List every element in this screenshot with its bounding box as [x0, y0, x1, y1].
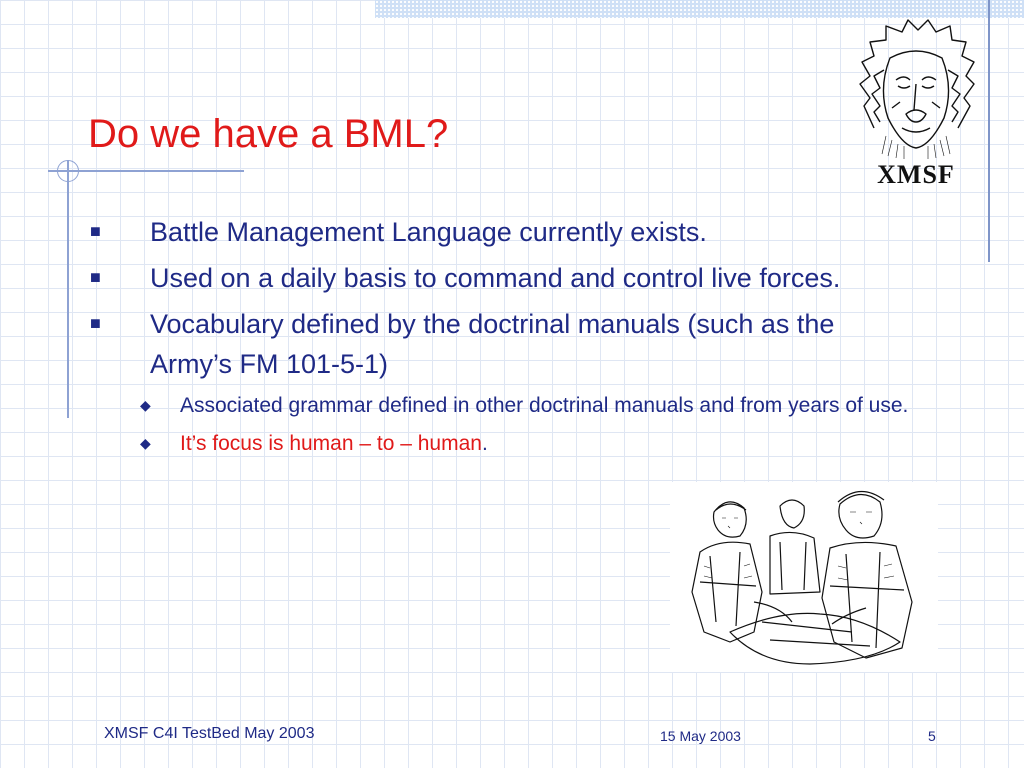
- bullet-text: Battle Management Language currently exists.: [150, 217, 707, 247]
- bullet-item: [88, 304, 918, 384]
- diamond-bullet-icon: ◆: [140, 397, 151, 413]
- sub-bullet-text: Associated grammar defined in other doctrinal manuals and from years of use.: [180, 394, 909, 417]
- footer-date: 15 May 2003: [660, 728, 741, 744]
- square-bullet-icon: ■: [90, 221, 101, 241]
- crosshair-decor-icon: [57, 160, 79, 182]
- sub-bullet-item: [140, 390, 918, 422]
- left-decor-line: [67, 160, 69, 418]
- bullet-text: Used on a daily basis to command and control live forces.: [150, 263, 841, 293]
- diamond-bullet-icon: ◆: [140, 435, 151, 451]
- bullet-item: [88, 258, 918, 298]
- page-number: 5: [928, 728, 936, 744]
- svg-text:XMSF: XMSF: [877, 160, 955, 188]
- sub-bullet-item: [140, 428, 918, 460]
- bullet-list: [88, 212, 918, 466]
- square-bullet-icon: ■: [90, 313, 101, 333]
- square-bullet-icon: ■: [90, 267, 101, 287]
- right-decor-line: [988, 0, 990, 262]
- slide-title: Do we have a BML?: [88, 112, 449, 156]
- footer-left-text: XMSF C4I TestBed May 2003: [104, 725, 315, 742]
- bullet-text: Vocabulary defined by the doctrinal manuals (such as the Army’s FM 101-5-1): [150, 309, 835, 379]
- bullet-item: [88, 212, 918, 252]
- xmsf-lion-logo: [856, 18, 976, 188]
- sub-bullet-text-wrap: [180, 428, 488, 460]
- soldiers-illustration: [670, 482, 938, 672]
- sub-bullet-text: It’s focus is human – to – human: [180, 432, 482, 455]
- sub-bullet-suffix: .: [481, 432, 488, 455]
- top-decor-strip: [375, 0, 1024, 18]
